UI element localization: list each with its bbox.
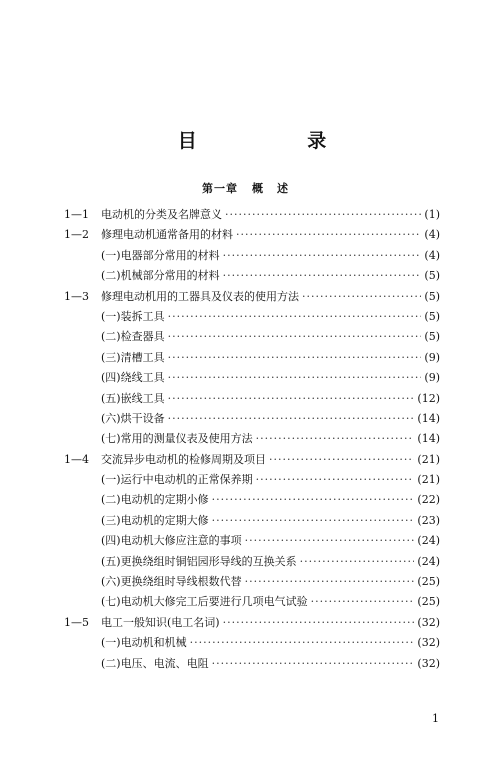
toc-text: (一)装拆工具 bbox=[101, 309, 165, 323]
toc-subentry bbox=[64, 470, 440, 490]
toc-subentry bbox=[64, 246, 440, 266]
toc-page: (21) bbox=[417, 452, 440, 466]
page-title: 目 录 bbox=[177, 130, 379, 152]
toc-page: (22) bbox=[417, 493, 440, 507]
toc-page: (21) bbox=[417, 473, 440, 487]
toc-subentry bbox=[64, 368, 440, 388]
toc-text: (二)电动机的定期小修 bbox=[101, 493, 209, 507]
toc-text: (三)电动机的定期大修 bbox=[101, 513, 209, 527]
toc-text: (五)嵌线工具 bbox=[101, 391, 165, 405]
toc-page: (32) bbox=[417, 656, 440, 670]
toc-leader bbox=[302, 287, 421, 307]
toc-leader bbox=[269, 450, 414, 470]
toc-leader bbox=[245, 572, 415, 592]
toc-page: (14) bbox=[417, 432, 440, 446]
toc-text: (四)绕线工具 bbox=[101, 371, 165, 385]
page-number: 1 bbox=[432, 712, 439, 725]
toc-number: 1—5 bbox=[64, 615, 89, 629]
toc-text: (一)电器部分常用的材料 bbox=[101, 248, 220, 262]
toc-subentry bbox=[64, 327, 440, 347]
toc-subentry bbox=[64, 348, 440, 368]
toc-text: (五)更换绕组时铜铝园形导线的互换关系 bbox=[101, 554, 297, 568]
toc-leader bbox=[212, 654, 415, 674]
toc-text: (二)电压、电流、电阻 bbox=[101, 656, 209, 670]
toc-leader bbox=[168, 389, 415, 409]
toc-number: 1—2 bbox=[64, 228, 89, 242]
toc-text: (七)电动机大修完工后要进行几项电气试验 bbox=[101, 595, 308, 609]
toc-page: (5) bbox=[424, 330, 440, 344]
toc-leader bbox=[223, 613, 415, 633]
toc-number: 1—3 bbox=[64, 289, 89, 303]
toc-text: (三)清槽工具 bbox=[101, 350, 165, 364]
toc-leader bbox=[168, 368, 422, 388]
toc-subentry bbox=[64, 307, 440, 327]
toc-leader bbox=[311, 592, 415, 612]
toc-text: 交流异步电动机的检修周期及项目 bbox=[101, 452, 266, 466]
toc-subentry bbox=[64, 409, 440, 429]
toc-page: (14) bbox=[417, 411, 440, 425]
toc-page: (4) bbox=[424, 228, 440, 242]
toc-entry-1-4 bbox=[64, 450, 440, 470]
toc-text: (二)机械部分常用的材料 bbox=[101, 269, 220, 283]
toc-page: (25) bbox=[417, 575, 440, 589]
toc-page: (1) bbox=[424, 208, 440, 221]
toc-leader bbox=[168, 348, 422, 368]
table-of-contents bbox=[64, 205, 440, 674]
toc-leader bbox=[256, 470, 415, 490]
toc-subentry bbox=[64, 572, 440, 592]
toc-leader bbox=[223, 266, 422, 286]
toc-entry-1-2 bbox=[64, 225, 440, 245]
toc-leader bbox=[168, 307, 422, 327]
toc-page: (9) bbox=[424, 371, 440, 385]
toc-text: (二)检查器具 bbox=[101, 330, 165, 344]
toc-subentry bbox=[64, 266, 440, 286]
toc-entry-1-1 bbox=[64, 205, 440, 225]
toc-page: (5) bbox=[424, 269, 440, 283]
toc-leader bbox=[168, 409, 415, 429]
toc-text: (一)运行中电动机的正常保养期 bbox=[101, 473, 253, 487]
chapter-label: 第一章 bbox=[202, 182, 238, 195]
toc-text: 电动机的分类及名牌意义 bbox=[101, 208, 222, 221]
toc-entry-1-3 bbox=[64, 287, 440, 307]
toc-page: (5) bbox=[424, 309, 440, 323]
toc-subentry bbox=[64, 531, 440, 551]
toc-entry-1-5 bbox=[64, 613, 440, 633]
toc-page: (24) bbox=[417, 554, 440, 568]
toc-text: (一)电动机和机械 bbox=[101, 636, 187, 650]
toc-text: (四)电动机大修应注意的事项 bbox=[101, 534, 242, 548]
toc-leader bbox=[168, 327, 422, 347]
toc-text: 修理电动机用的工器具及仪表的使用方法 bbox=[101, 289, 299, 303]
toc-leader bbox=[223, 246, 422, 266]
toc-page: (4) bbox=[424, 248, 440, 262]
toc-leader bbox=[245, 531, 415, 551]
toc-leader bbox=[236, 225, 421, 245]
toc-page: (24) bbox=[417, 534, 440, 548]
toc-text: 电工一般知识(电工名词) bbox=[101, 615, 220, 629]
toc-leader bbox=[190, 633, 415, 653]
toc-text: (七)常用的测量仪表及使用方法 bbox=[101, 432, 253, 446]
toc-leader bbox=[256, 429, 415, 449]
toc-leader bbox=[212, 490, 415, 510]
toc-number: 1—1 bbox=[64, 208, 89, 221]
toc-number: 1—4 bbox=[64, 452, 89, 466]
toc-page: (9) bbox=[424, 350, 440, 364]
toc-subentry bbox=[64, 552, 440, 572]
toc-subentry bbox=[64, 633, 440, 653]
toc-subentry bbox=[64, 490, 440, 510]
toc-text: 修理电动机通常备用的材料 bbox=[101, 228, 233, 242]
toc-leader bbox=[225, 205, 421, 225]
toc-page: (5) bbox=[424, 289, 440, 303]
toc-page: (12) bbox=[417, 391, 440, 405]
toc-page: (32) bbox=[417, 636, 440, 650]
toc-text: (六)更换绕组时导线根数代替 bbox=[101, 575, 242, 589]
toc-page: (32) bbox=[417, 615, 440, 629]
toc-leader bbox=[300, 552, 415, 572]
chapter-title bbox=[0, 182, 504, 196]
toc-subentry bbox=[64, 511, 440, 531]
toc-subentry bbox=[64, 654, 440, 674]
toc-text: (六)烘干设备 bbox=[101, 411, 165, 425]
toc-leader bbox=[212, 511, 415, 531]
toc-page: (25) bbox=[417, 595, 440, 609]
toc-subentry bbox=[64, 592, 440, 612]
toc-page: (23) bbox=[417, 513, 440, 527]
toc-subentry bbox=[64, 389, 440, 409]
chapter-name: 概述 bbox=[252, 182, 302, 195]
toc-subentry bbox=[64, 429, 440, 449]
